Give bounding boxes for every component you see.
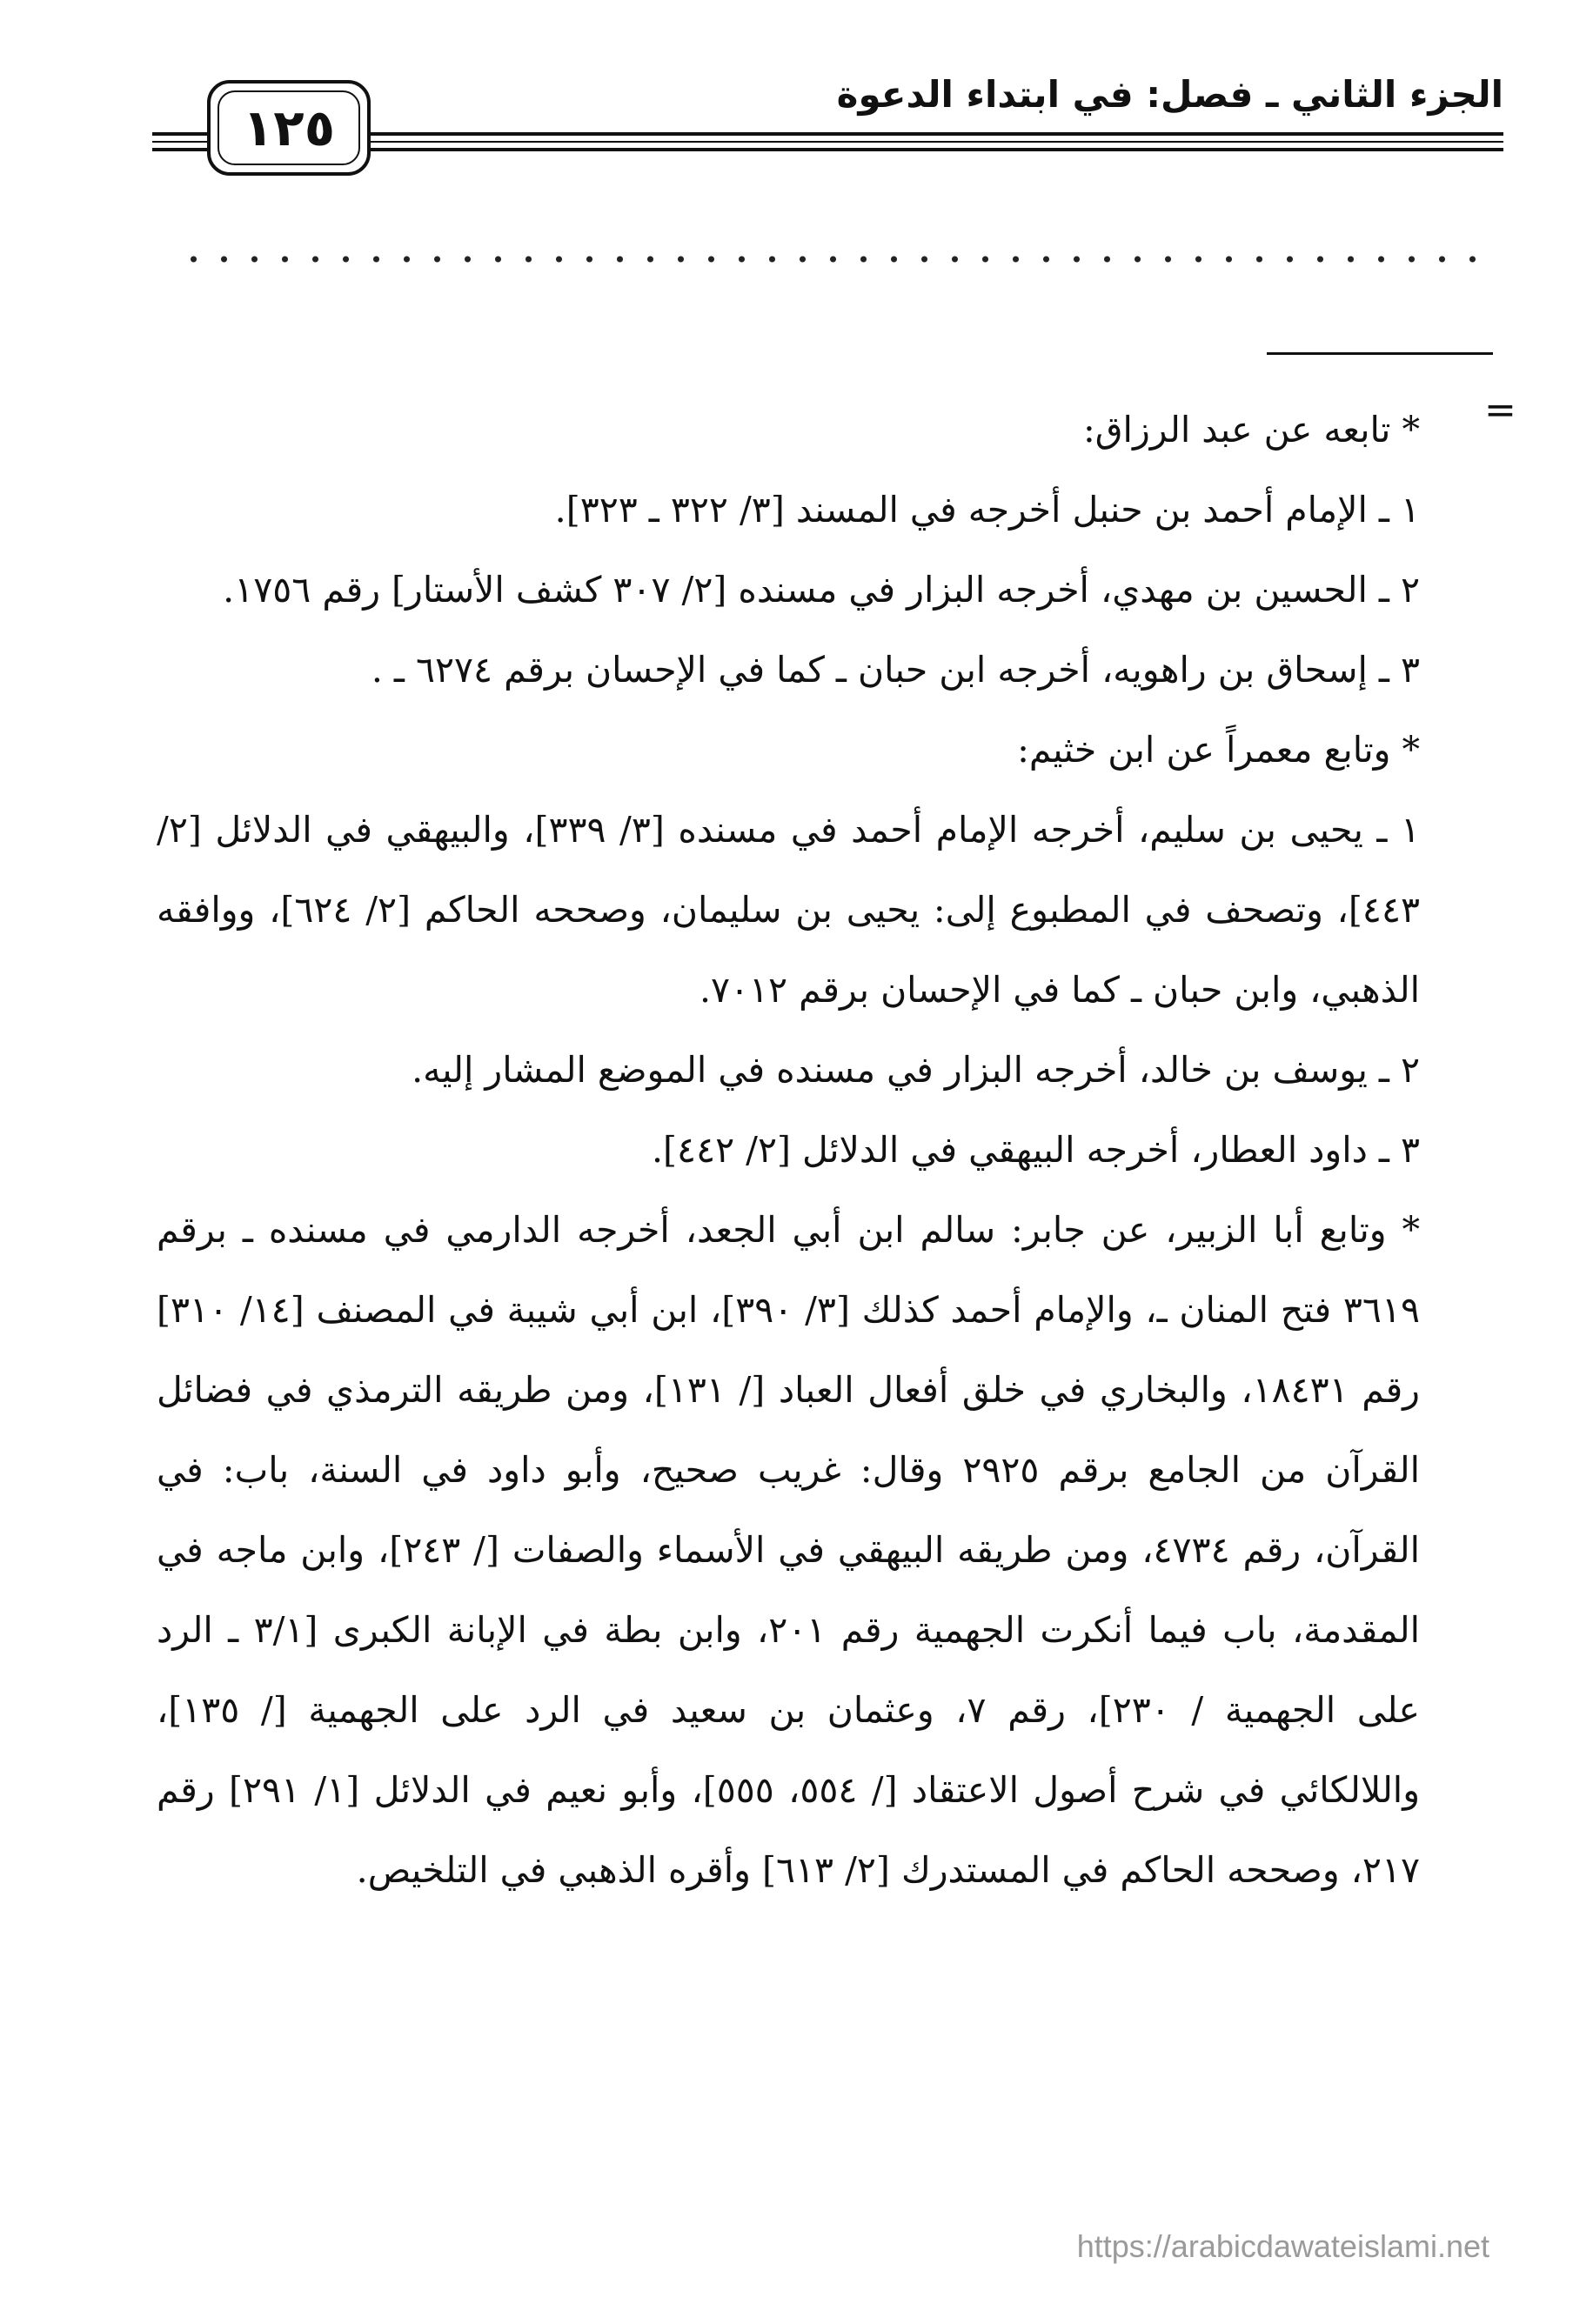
paragraph: * وتابع أبا الزبير، عن جابر: سالم ابن أبي الجعد، أخرجه الدارمي في مسنده ـ برقم ٣٦١٩ فتح المنان ـ، والإمام أحمد كذلك [٣/ ٣٩٠]، ابن أبي شيبة في المصنف [١٤/ ٣١٠] رقم ١٨٤٣١، والبخاري في خلق أفعال العباد [/ ١٣١]، ومن طريقه الترمذي في فضائل القرآن من الجامع برقم ٢٩٢٥ وقال: غريب صحيح، وأبو داود في السنة، باب: في القرآن، رقم ٤٧٣٤، ومن طريقه البيهقي في الأسماء والصفات [/ ٢٤٣]، وابن ماجه في المقدمة، باب فيما أنكرت الجهمية رقم ٢٠١، وابن بطة في الإبانة الكبرى [٣/١ ـ الرد على الجهمية / ٢٣٠]، رقم ٧، وعثمان بن سعيد في الرد على الجهمية [/ ١٣٥]، واللالكائي في شرح أصول الاعتقاد [/ ٥٥٤، ٥٥٥]، وأبو نعيم في الدلائل [١/ ٢٩١] رقم ٢١٧، وصححه الحاكم في المستدرك [٢/ ٦١٣] وأقره الذهبي في التلخيص.: [157, 1209, 1421, 1891]
watermark-url: https://arabicdawateislami.net: [1076, 2228, 1489, 2264]
paragraph: ٣ ـ إسحاق بن راهويه، أخرجه ابن حبان ـ كما في الإحسان برقم ٦٢٧٤ ـ .: [371, 649, 1420, 691]
page-number: ١٢٥: [218, 90, 360, 165]
header-title: الجزء الثاني ـ فصل: في ابتداء الدعوة: [836, 73, 1503, 116]
paragraph: ٢ ـ يوسف بن خالد، أخرجه البزار في مسنده في الموضع المشار إليه.: [412, 1049, 1420, 1091]
paragraph: ١ ـ الإمام أحمد بن حنبل أخرجه في المسند [٣/ ٣٢٢ ـ ٣٢٣].: [554, 489, 1420, 531]
paragraph: * تابعه عن عبد الرزاق:: [1082, 409, 1420, 451]
continuation-mark: =: [1484, 388, 1516, 432]
dotted-separator: [178, 254, 1493, 264]
footnote-body: [157, 390, 1420, 1910]
page-number-frame: [207, 80, 371, 176]
paragraph: ٢ ـ الحسين بن مهدي، أخرجه البزار في مسنده [٢/ ٣٠٧ كشف الأستار] رقم ١٧٥٦.: [223, 569, 1420, 611]
paragraph: ١ ـ يحيى بن سليم، أخرجه الإمام أحمد في مسنده [٣/ ٣٣٩]، والبيهقي في الدلائل [٢/ ٤٤٣]، وتصحف في المطبوع إلى: يحيى بن سليمان، وصححه الحاكم [٢/ ٦٢٤]، ووافقه الذهبي، وابن حبان ـ كما في الإحسان برقم ٧٠١٢.: [157, 809, 1420, 1011]
footnote-separator: [1267, 352, 1493, 355]
paragraph: ٣ ـ داود العطار، أخرجه البيهقي في الدلائل [٢/ ٤٤٢].: [652, 1129, 1420, 1171]
paragraph: * وتابع معمراً عن ابن خثيم:: [1017, 729, 1420, 771]
